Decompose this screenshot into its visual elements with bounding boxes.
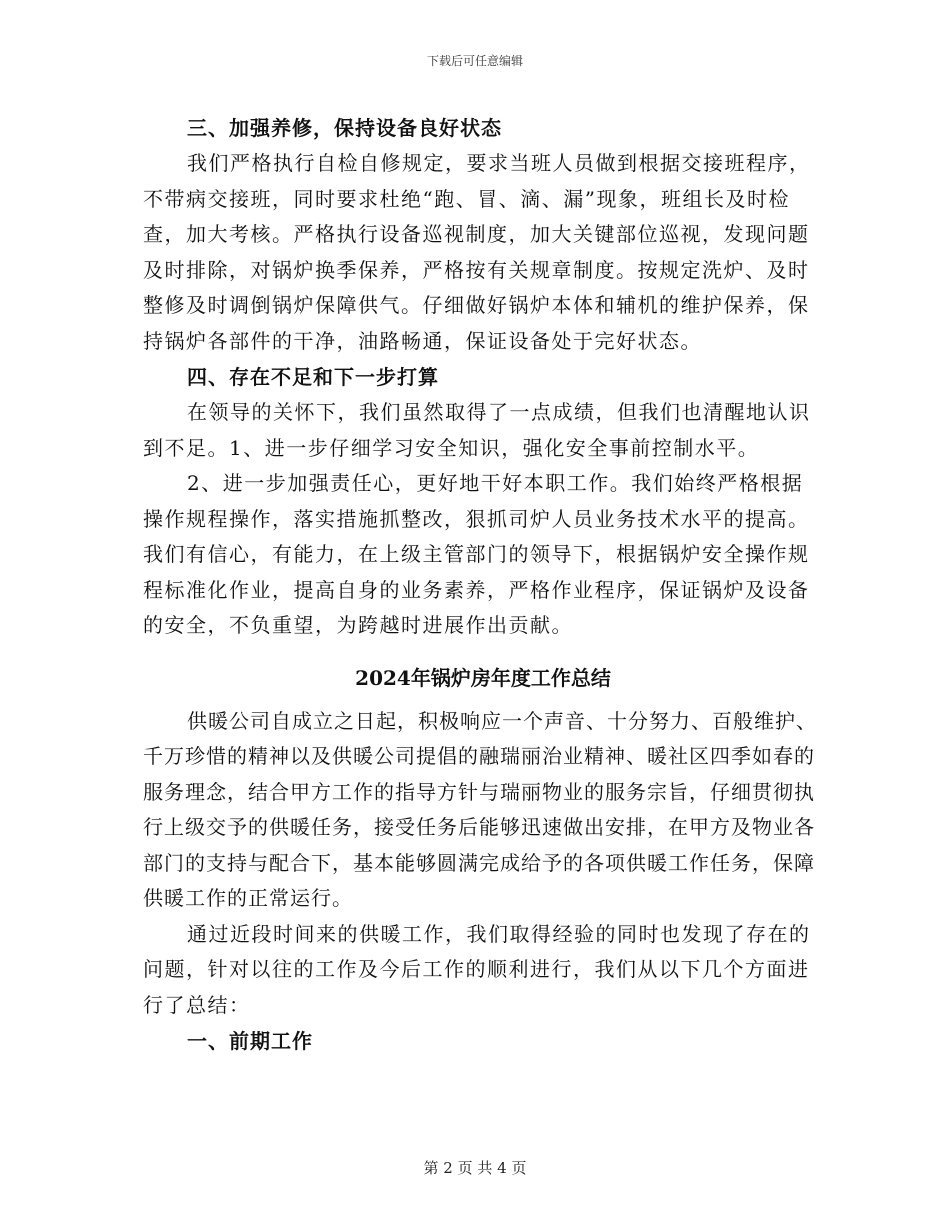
summary-paragraph-1: 供暖公司自成立之日起，积极响应一个声音、十分努力、百般维护、千万珍惜的精神以及供暖公司提倡的融瑞丽治业精神、暖社区四季如春的服务理念，结合甲方工作的指导方针与瑞丽物业的服务宗旨，仔细贯彻执行上级交予的供暖任务，接受任务后能够迅速做出安排，在甲方及物业各部门的支持与配合下，基本能够圆满完成给予的各项供暖工作任务，保障供暖工作的正常运行。 <box>143 708 817 910</box>
header-note: 下载后可任意编辑 <box>426 54 523 68</box>
section-4-paragraph-1: 在领导的关怀下，我们虽然取得了一点成绩，但我们也清醒地认识到不足。1、进一步仔细学习安全知识，强化安全事前控制水平。 <box>143 400 811 460</box>
page-number: 第 2 页 共 4 页 <box>423 1159 527 1177</box>
summary-paragraph-2: 通过近段时间来的供暖工作，我们取得经验的同时也发现了存在的问题，针对以往的工作及今后工作的顺利进行，我们从以下几个方面进行了总结： <box>143 921 811 1017</box>
section-3-heading: 三、加强养修，保持设备良好状态 <box>187 116 502 140</box>
section-4-paragraph-2: 2、进一步加强责任心，更好地干好本职工作。我们始终严格根据操作规程操作，落实措施抓整改，狠抓司炉人员业务技术水平的提高。我们有信心，有能力，在上级主管部门的领导下，根据锅炉安全操作规程标准化作业，提高自身的业务素养，严格作业程序，保证锅炉及设备的安全，不负重望，为跨越时进展作出贡献。 <box>143 471 810 637</box>
document-body <box>143 110 823 1059</box>
document-title: 2024年锅炉房年度工作总结 <box>355 665 611 690</box>
section-4-heading: 四、存在不足和下一步打算 <box>187 365 439 389</box>
section-1-heading: 一、前期工作 <box>187 1029 313 1053</box>
section-3-paragraph: 我们严格执行自检自修规定，要求当班人员做到根据交接班程序，不带病交接班，同时要求杜绝“跑、冒、滴、漏”现象，班组长及时检查，加大考核。严格执行设备巡视制度，加大关键部位巡视，发现问题及时排除，对锅炉换季保养，严格按有关规章制度。按规定洗炉、及时整修及时调倒锅炉保障供气。仔细做好锅炉本体和辅机的维护保养，保持锅炉各部件的干净，油路畅通，保证设备处于完好状态。 <box>143 151 811 353</box>
